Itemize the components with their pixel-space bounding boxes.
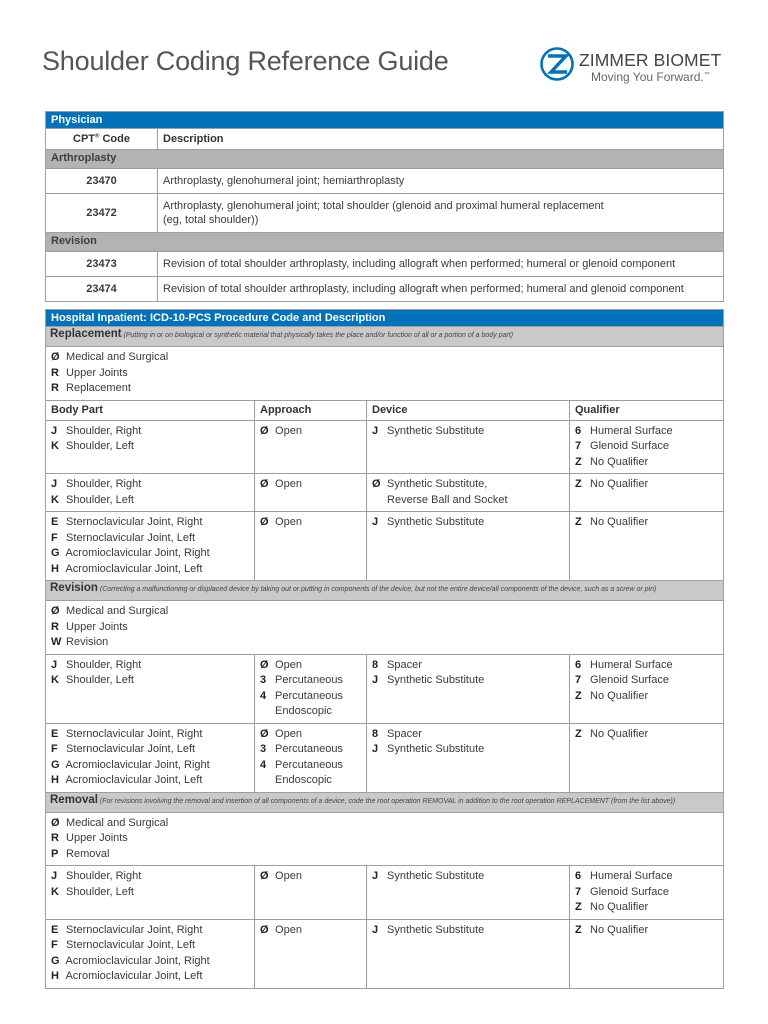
approach-cell bbox=[255, 474, 367, 512]
approach-cell bbox=[255, 919, 367, 988]
code-char: 3 bbox=[260, 743, 267, 755]
code-text: Synthetic Substitute bbox=[384, 516, 485, 528]
approach-cell bbox=[255, 420, 367, 474]
table-row bbox=[46, 277, 724, 302]
code-text: Sternoclavicular Joint, Left bbox=[63, 939, 196, 951]
body-part-cell bbox=[46, 474, 255, 512]
device-cell bbox=[367, 512, 570, 581]
code-line bbox=[575, 455, 718, 471]
code-line bbox=[575, 869, 718, 885]
cpt-code: 23472 bbox=[46, 194, 158, 233]
col-qualifier: Qualifier bbox=[570, 400, 724, 420]
cpt-description bbox=[158, 194, 724, 233]
code-text: Acromioclavicular Joint, Right bbox=[63, 547, 210, 559]
code-text: Percutaneous bbox=[272, 689, 343, 702]
code-line bbox=[260, 515, 361, 531]
code-text: Medical and Surgical bbox=[63, 605, 169, 617]
code-char: Z bbox=[575, 923, 582, 936]
body-part-cell bbox=[46, 420, 255, 474]
table-row bbox=[46, 169, 724, 194]
page-header bbox=[0, 0, 768, 100]
code-char: Ø bbox=[372, 478, 381, 490]
code-char: Z bbox=[575, 689, 582, 702]
section-note: (For revisions involving the removal and insertion of all components of a device, code the root operation REMOVAL in addition to the root operation REPLACEMENT (from the list above)) bbox=[97, 797, 676, 805]
code-line bbox=[372, 869, 564, 885]
code-text: Open bbox=[272, 870, 302, 882]
physician-cpt-table bbox=[45, 111, 724, 302]
code-line bbox=[51, 381, 718, 397]
code-line bbox=[575, 727, 718, 743]
code-line bbox=[260, 658, 361, 674]
code-text: Open bbox=[272, 658, 302, 671]
code-line bbox=[372, 515, 564, 531]
code-text: Upper Joints bbox=[63, 832, 128, 844]
code-char: Ø bbox=[51, 816, 60, 829]
code-line bbox=[260, 704, 361, 720]
section-title: Revision bbox=[50, 582, 98, 594]
code-char: P bbox=[51, 847, 59, 860]
root-operation-row bbox=[46, 812, 724, 866]
code-char: R bbox=[51, 832, 59, 844]
zimmer-biomet-z-icon bbox=[540, 47, 574, 81]
body-part-cell bbox=[46, 866, 255, 920]
code-text: Shoulder, Right bbox=[63, 424, 142, 437]
code-text: Shoulder, Right bbox=[63, 478, 142, 490]
code-line bbox=[260, 758, 361, 774]
code-line bbox=[51, 923, 249, 939]
code-char: 8 bbox=[372, 658, 379, 671]
code-line bbox=[51, 969, 249, 985]
physician-header-row bbox=[46, 112, 724, 129]
code-line bbox=[372, 424, 564, 440]
code-char: J bbox=[372, 923, 379, 936]
group-row bbox=[46, 150, 724, 169]
code-text: Reverse Ball and Socket bbox=[384, 493, 508, 506]
code-line bbox=[575, 900, 718, 916]
code-text: Synthetic Substitute bbox=[384, 674, 485, 686]
code-char: J bbox=[51, 424, 58, 437]
code-text: Replacement bbox=[63, 382, 131, 394]
code-line bbox=[260, 923, 361, 939]
code-char: J bbox=[372, 743, 379, 755]
code-text: Percutaneous bbox=[272, 758, 343, 771]
body-part-cell bbox=[46, 723, 255, 792]
code-text: Open bbox=[272, 727, 302, 740]
device-cell bbox=[367, 654, 570, 723]
code-char: G bbox=[51, 547, 60, 559]
code-text: Shoulder, Right bbox=[63, 658, 142, 671]
table-row bbox=[46, 194, 724, 233]
section-title: Removal bbox=[50, 793, 98, 806]
code-text: No Qualifier bbox=[587, 689, 649, 702]
cpt-description bbox=[158, 169, 724, 194]
code-char: J bbox=[51, 478, 58, 490]
root-operation-row bbox=[46, 347, 724, 401]
code-char: W bbox=[51, 636, 62, 648]
code-line bbox=[51, 604, 718, 620]
root-operation-row bbox=[46, 601, 724, 655]
code-line bbox=[575, 439, 718, 455]
code-line bbox=[51, 938, 249, 954]
brand-name: ZIMMER BIOMET bbox=[579, 50, 722, 70]
code-line bbox=[51, 816, 718, 832]
code-line bbox=[51, 885, 249, 901]
code-line bbox=[51, 758, 249, 774]
code-char: 8 bbox=[372, 727, 379, 740]
code-text: No Qualifier bbox=[587, 455, 649, 468]
col-body-part: Body Part bbox=[46, 400, 255, 420]
table-row bbox=[46, 919, 724, 988]
code-text: Acromioclavicular Joint, Left bbox=[63, 562, 203, 575]
device-cell bbox=[367, 474, 570, 512]
code-char: Ø bbox=[260, 516, 269, 528]
code-text: No Qualifier bbox=[587, 727, 649, 740]
code-char: R bbox=[51, 620, 59, 633]
col-description: Description bbox=[158, 129, 724, 150]
code-char: H bbox=[51, 562, 59, 575]
description-line: Revision of total shoulder arthroplasty, including allograft when performed; humeral and glenoid component bbox=[163, 283, 684, 295]
code-char: Ø bbox=[51, 351, 60, 363]
code-text: Endoscopic bbox=[272, 774, 332, 786]
code-line bbox=[372, 658, 564, 674]
code-text: Spacer bbox=[384, 658, 422, 671]
code-line bbox=[372, 493, 564, 509]
code-line bbox=[260, 742, 361, 758]
section-note: (Putting in or on biological or synthetic material that physically takes the place and/or function of all or a portion of a body part) bbox=[121, 332, 514, 339]
code-char: 7 bbox=[575, 885, 582, 898]
code-line bbox=[51, 350, 718, 366]
root-operation bbox=[46, 601, 724, 655]
code-line bbox=[575, 673, 718, 689]
code-line bbox=[575, 477, 718, 493]
code-text: Percutaneous bbox=[272, 674, 343, 686]
code-text: Shoulder, Left bbox=[63, 674, 134, 686]
code-line bbox=[575, 885, 718, 901]
code-line bbox=[51, 424, 249, 440]
group-label: Revision bbox=[46, 233, 724, 252]
code-text: Acromioclavicular Joint, Right bbox=[63, 954, 210, 967]
code-text: Sternoclavicular Joint, Right bbox=[63, 727, 203, 740]
code-char: 3 bbox=[260, 674, 267, 686]
code-text: No Qualifier bbox=[587, 478, 649, 490]
root-operation bbox=[46, 347, 724, 401]
code-char: K bbox=[51, 440, 59, 452]
code-char: K bbox=[51, 885, 59, 898]
code-text: Acromioclavicular Joint, Right bbox=[63, 758, 210, 771]
code-char: E bbox=[51, 923, 59, 936]
qualifier-cell bbox=[570, 420, 724, 474]
code-line bbox=[51, 869, 249, 885]
device-cell bbox=[367, 723, 570, 792]
code-char: Z bbox=[575, 516, 582, 528]
code-text: Open bbox=[272, 923, 302, 936]
code-char: 4 bbox=[260, 689, 267, 702]
code-line bbox=[51, 477, 249, 493]
code-text: Removal bbox=[63, 847, 110, 860]
approach-cell bbox=[255, 723, 367, 792]
code-char: Z bbox=[575, 901, 582, 913]
code-text: Shoulder, Left bbox=[63, 885, 134, 898]
code-text: Sternoclavicular Joint, Left bbox=[63, 743, 196, 755]
code-line bbox=[372, 742, 564, 758]
code-char: Ø bbox=[260, 727, 269, 740]
code-char: 6 bbox=[575, 424, 582, 437]
section-note: (Correcting a malfunctioning or displaced device by taking out or putting in components of the device, but not the entire device/all components of the device, such as a screw or pin) bbox=[97, 586, 657, 593]
section-header bbox=[46, 581, 724, 601]
code-text: Endoscopic bbox=[272, 705, 332, 717]
code-char: F bbox=[51, 939, 58, 951]
device-cell bbox=[367, 866, 570, 920]
trademark-mark: ™ bbox=[703, 72, 710, 78]
code-char: J bbox=[51, 658, 58, 671]
code-line bbox=[51, 727, 249, 743]
code-char: J bbox=[51, 870, 58, 882]
code-line bbox=[51, 847, 718, 863]
code-text: Synthetic Substitute, bbox=[384, 478, 488, 490]
cpt-description bbox=[158, 252, 724, 277]
description-line: (eg, total shoulder)) bbox=[163, 214, 259, 226]
qualifier-cell bbox=[570, 866, 724, 920]
section-row-revision bbox=[46, 581, 724, 601]
code-char: E bbox=[51, 727, 59, 740]
code-text: No Qualifier bbox=[587, 516, 649, 528]
code-char: J bbox=[372, 516, 379, 528]
code-text: Glenoid Surface bbox=[587, 885, 669, 898]
column-header-row bbox=[46, 400, 724, 420]
code-line bbox=[51, 742, 249, 758]
device-cell bbox=[367, 420, 570, 474]
description-line: Arthroplasty, glenohumeral joint; total shoulder (glenoid and proximal humeral replacement bbox=[163, 200, 604, 212]
code-char: 4 bbox=[260, 758, 267, 771]
code-line bbox=[372, 673, 564, 689]
code-line bbox=[260, 727, 361, 743]
code-char: Ø bbox=[260, 870, 269, 882]
hospital-header-row bbox=[46, 310, 724, 327]
code-line bbox=[260, 689, 361, 705]
code-char: Z bbox=[575, 727, 582, 740]
code-text: Synthetic Substitute bbox=[384, 424, 485, 437]
code-line bbox=[51, 658, 249, 674]
code-line bbox=[51, 531, 249, 547]
approach-cell bbox=[255, 654, 367, 723]
code-line bbox=[260, 673, 361, 689]
code-line bbox=[575, 689, 718, 705]
table-row bbox=[46, 252, 724, 277]
code-text: Acromioclavicular Joint, Left bbox=[63, 970, 203, 982]
code-char: J bbox=[372, 674, 379, 686]
qualifier-cell bbox=[570, 919, 724, 988]
description-line: Revision of total shoulder arthroplasty, including allograft when performed; humeral or glenoid component bbox=[163, 258, 676, 270]
code-text: Revision bbox=[63, 636, 109, 648]
table-row bbox=[46, 474, 724, 512]
code-text: Humeral Surface bbox=[587, 658, 673, 671]
code-char: K bbox=[51, 674, 59, 686]
code-line bbox=[575, 658, 718, 674]
code-line bbox=[51, 620, 718, 636]
cpt-label: CPT bbox=[73, 133, 95, 145]
col-approach: Approach bbox=[255, 400, 367, 420]
table-row bbox=[46, 723, 724, 792]
code-line bbox=[260, 424, 361, 440]
code-char: K bbox=[51, 493, 59, 506]
qualifier-cell bbox=[570, 474, 724, 512]
code-char: R bbox=[51, 382, 59, 394]
code-text: Medical and Surgical bbox=[63, 816, 169, 829]
code-line bbox=[575, 923, 718, 939]
code-char: Ø bbox=[51, 605, 60, 617]
code-char: Ø bbox=[260, 424, 269, 437]
code-line bbox=[260, 773, 361, 789]
body-part-cell bbox=[46, 919, 255, 988]
qualifier-cell bbox=[570, 512, 724, 581]
group-row bbox=[46, 233, 724, 252]
cpt-code: 23470 bbox=[46, 169, 158, 194]
code-line bbox=[260, 869, 361, 885]
col-device: Device bbox=[367, 400, 570, 420]
body-part-cell bbox=[46, 654, 255, 723]
code-char: Ø bbox=[260, 658, 269, 671]
code-line bbox=[51, 546, 249, 562]
code-text: Humeral Surface bbox=[587, 424, 673, 437]
approach-cell bbox=[255, 512, 367, 581]
code-line bbox=[51, 366, 718, 382]
code-char: J bbox=[372, 870, 379, 882]
brand-tagline-text: Moving You Forward. bbox=[591, 70, 704, 84]
code-char: J bbox=[372, 424, 379, 437]
section-title: Replacement bbox=[50, 328, 122, 340]
code-line bbox=[51, 515, 249, 531]
cpt-code: 23474 bbox=[46, 277, 158, 302]
code-text: No Qualifier bbox=[587, 901, 649, 913]
code-line bbox=[51, 773, 249, 789]
cpt-description bbox=[158, 277, 724, 302]
device-cell bbox=[367, 919, 570, 988]
section-header bbox=[46, 327, 724, 347]
section-header bbox=[46, 792, 724, 812]
code-char: Ø bbox=[260, 478, 269, 490]
body-part-cell bbox=[46, 512, 255, 581]
table-row bbox=[46, 866, 724, 920]
code-text: Spacer bbox=[384, 727, 422, 740]
code-char: F bbox=[51, 531, 58, 544]
registered-mark: ® bbox=[95, 133, 100, 140]
code-text: Open bbox=[272, 516, 302, 528]
code-text: Medical and Surgical bbox=[63, 351, 169, 363]
code-line bbox=[51, 635, 718, 651]
code-text: Glenoid Surface bbox=[587, 674, 669, 686]
code-char: F bbox=[51, 743, 58, 755]
code-text: Open bbox=[272, 424, 302, 437]
code-text: Shoulder, Right bbox=[63, 870, 142, 882]
code-char: H bbox=[51, 970, 59, 982]
group-label: Arthroplasty bbox=[46, 150, 724, 169]
qualifier-cell bbox=[570, 654, 724, 723]
code-line bbox=[51, 954, 249, 970]
cpt-code: 23473 bbox=[46, 252, 158, 277]
qualifier-cell bbox=[570, 723, 724, 792]
code-line bbox=[372, 477, 564, 493]
col-cpt-code bbox=[46, 129, 158, 150]
code-text: Humeral Surface bbox=[587, 870, 673, 882]
code-text: Sternoclavicular Joint, Right bbox=[63, 923, 203, 936]
code-text: No Qualifier bbox=[587, 923, 649, 936]
code-char: 7 bbox=[575, 440, 582, 452]
code-char: G bbox=[51, 954, 60, 967]
code-text: Upper Joints bbox=[63, 366, 128, 379]
code-text: Upper Joints bbox=[63, 620, 128, 633]
hospital-header: Hospital Inpatient: ICD-10-PCS Procedure Code and Description bbox=[46, 310, 724, 327]
code-char: G bbox=[51, 758, 60, 771]
code-line bbox=[51, 673, 249, 689]
code-char: Ø bbox=[260, 923, 269, 936]
code-text: Sternoclavicular Joint, Left bbox=[63, 531, 196, 544]
code-line bbox=[372, 727, 564, 743]
code-text: Open bbox=[272, 478, 302, 490]
zimmer-biomet-logo bbox=[540, 45, 740, 89]
code-text: Acromioclavicular Joint, Left bbox=[63, 774, 203, 786]
physician-header: Physician bbox=[46, 112, 724, 129]
code-text: Synthetic Substitute bbox=[384, 923, 485, 936]
code-line bbox=[372, 923, 564, 939]
code-line bbox=[260, 477, 361, 493]
code-label: Code bbox=[99, 133, 130, 145]
code-line bbox=[51, 493, 249, 509]
code-char: 6 bbox=[575, 658, 582, 671]
root-operation bbox=[46, 812, 724, 866]
code-text: Glenoid Surface bbox=[587, 440, 669, 452]
table-row bbox=[46, 420, 724, 474]
code-text: Synthetic Substitute bbox=[384, 743, 485, 755]
code-char: R bbox=[51, 366, 59, 379]
code-char: Z bbox=[575, 478, 582, 490]
page-title: Shoulder Coding Reference Guide bbox=[42, 46, 449, 76]
code-line bbox=[51, 831, 718, 847]
table-row bbox=[46, 654, 724, 723]
code-text: Shoulder, Left bbox=[63, 493, 134, 506]
code-text: Shoulder, Left bbox=[63, 440, 134, 452]
hospital-icd10-table bbox=[45, 309, 724, 989]
code-line bbox=[575, 515, 718, 531]
section-row-replacement bbox=[46, 327, 724, 347]
code-text: Synthetic Substitute bbox=[384, 870, 485, 882]
approach-cell bbox=[255, 866, 367, 920]
code-char: E bbox=[51, 516, 59, 528]
code-line bbox=[575, 424, 718, 440]
section-row-removal bbox=[46, 792, 724, 812]
physician-column-row bbox=[46, 129, 724, 150]
code-char: Z bbox=[575, 455, 582, 468]
code-line bbox=[51, 439, 249, 455]
code-char: 7 bbox=[575, 674, 582, 686]
brand-tagline bbox=[591, 70, 710, 84]
table-row bbox=[46, 512, 724, 581]
code-char: 6 bbox=[575, 870, 582, 882]
code-text: Sternoclavicular Joint, Right bbox=[63, 516, 203, 528]
description-line: Arthroplasty, glenohumeral joint; hemiarthroplasty bbox=[163, 175, 405, 187]
code-text: Percutaneous bbox=[272, 743, 343, 755]
code-line bbox=[51, 562, 249, 578]
code-char: H bbox=[51, 774, 59, 786]
